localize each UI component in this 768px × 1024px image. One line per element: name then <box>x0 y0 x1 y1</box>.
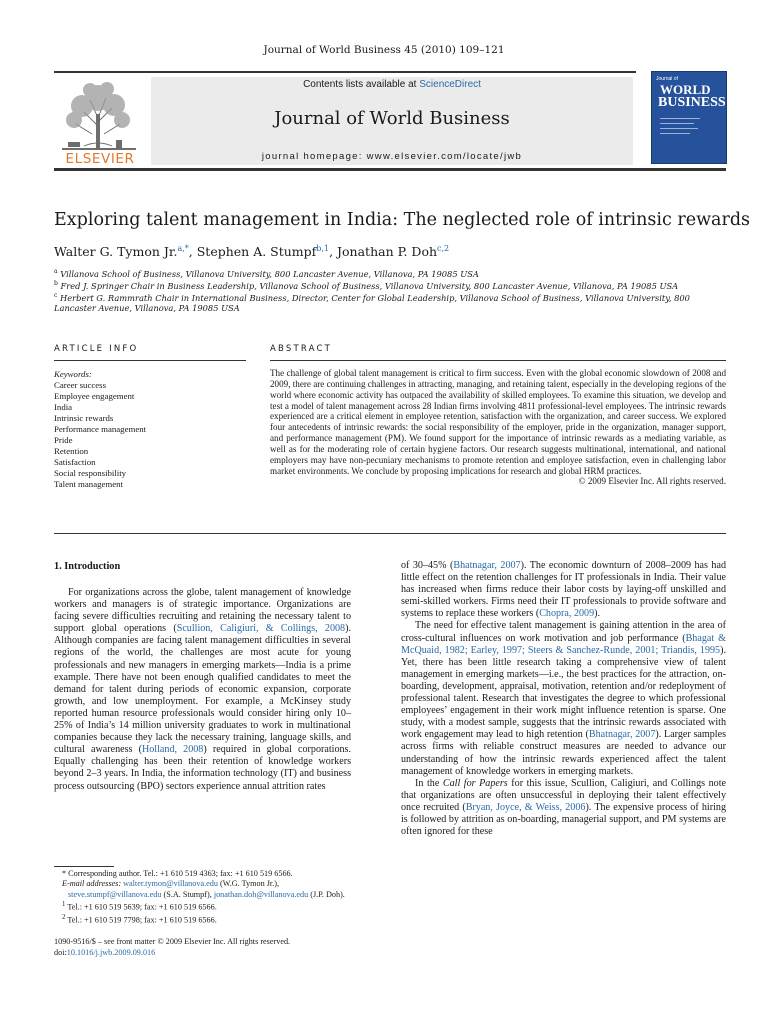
article-info-heading: ARTICLE INFO <box>54 344 139 354</box>
email-link[interactable]: jonathan.doh@villanova.edu <box>213 889 309 899</box>
author-affiliation-marker[interactable]: b,1 <box>316 244 330 253</box>
article-info-rule <box>54 360 246 361</box>
affiliation: $^b$ Fred J. Springer Chair in Business Leadership, Villanova School of Business, Villanova University, 800 Lancaster Avenue, Villanova, PA 19085 USA <box>54 280 679 291</box>
abstract-text: The challenge of global talent management is critical to firm success. Even with the global economic slowdown of 2008 and 2009, there are continuing challenges in attracting, managing, and retaining talent, especially in the developing regions of the world where economic activity has outpaced the availability of skilled employees. To examine this situation, we develop and test a model of talent management across 28 Indian firms involving 4811 professional-level employees. The intrinsic rewards experienced are a critical element in employee retention, satisfaction with the organization, and career success. We explored four antecedents of intrinsic rewards: the social responsibility of the employer, pride in the organization, manager support, and performance management (PM). We found support for the importance of intrinsic rewards as a mediating variable, as well as for the moderating role of certain hygiene factors. Our research suggests multinational, international, and national employers may have non-pecuniary mechanisms to promote retention and employee satisfaction, even in challenging labor market environments. We conclude by proposing implications for research and global HRM practices. <box>270 368 726 476</box>
abstract-copyright: © 2009 Elsevier Inc. All rights reserved. <box>578 476 726 487</box>
keyword: Employee engagement <box>54 391 135 401</box>
keywords-label: Keywords: <box>54 369 92 379</box>
journal-homepage[interactable]: journal homepage: www.elsevier.com/locate/jwb <box>261 151 523 162</box>
paragraph: The need for effective talent management is gaining attention in the area of cross-cultural influences on work motivation and job performance (Bhagat & McQuaid, 1982; Earley, 1997; Steers & Sanchez-Runde, 2001; Triandis, 1995). Yet, there has been little research taking a comprehensive view of talent management in emerging markets—i.e., the best practices for the attraction, on-boarding, development, appraisal, motivation, retention and/or redeployment of professional talent. Research that investigates the degree to which professional employees’ engagement in their work might influence retention is sparse. One study, with a modest sample, suggests that the intrinsic rewards associated with work engagement may lead to high retention (Bhatnagar, 2007). Larger samples across firms with reliable construct measures are needed to advance our understanding of how the intrinsic rewards experienced affect the talent management of knowledge workers in emerging markets. <box>401 620 726 777</box>
sciencedirect-link[interactable]: ScienceDirect <box>419 79 481 90</box>
elsevier-wordmark: ELSEVIER <box>65 151 135 167</box>
keyword-list <box>54 369 146 490</box>
keyword: India <box>54 402 73 412</box>
author-affiliation-marker[interactable]: a,* <box>177 244 189 253</box>
author-name: Stephen A. Stumpf <box>196 244 317 260</box>
issn-block <box>54 937 374 958</box>
abstract-heading: ABSTRACT <box>270 344 333 354</box>
cover-text-line <box>660 123 694 124</box>
paragraph: In the Call for Papers for this issue, Scullion, Caligiuri, and Collings note that organizations are often unsuccessful in deploying their talent effectively once recruited (Bryan, Joyce, & Weiss, 2006). The expensive process of hiring is followed by attrition as on-boarding, managerial support, and PM systems are often ignored for these <box>401 777 727 838</box>
masthead-top-rule <box>54 71 636 73</box>
keyword: Career success <box>54 380 107 390</box>
cover-text-line <box>660 128 698 129</box>
keyword: Pride <box>54 435 73 445</box>
abstract-top-rule <box>270 360 726 361</box>
abstract-body <box>270 368 726 487</box>
abstract-bottom-rule <box>54 533 726 534</box>
paragraph: For organizations across the globe, talent management of knowledge workers and managers is of strategic importance. Organizations are facing severe difficulties recruiting and retaining the necessary talent to support global operations (Scullion, Caligiuri, & Collings, 2008). Although companies are facing talent management difficulties in several regions of the world, the challenges are most acute for young professionals and new managers in emerging markets—India is a prime example. There have not been enough qualified candidates to meet the demand for talent during periods of economic expansion, corporate growth, and low unemployment. For example, a McKinsey study reported human resource professionals would consider hiring only 10–25% of India’s 14 million university graduates to work in multinational companies because they lack the necessary training, language skills, and cultural awareness (Holland, 2008) required in global corporations. Equally challenging has been their retention of knowledge workers beyond 2–3 years. In India, the information technology (IT) and business process outsourcing (BPO) sectors experience annual attrition rates <box>54 587 351 792</box>
article-title: Exploring talent management in India: The neglected role of intrinsic rewards <box>54 210 751 230</box>
author-list: Walter G. Tymon Jr.$^{a,*}$, Stephen A. Stumpf$^{b,1}$, Jonathan P. Doh$^{c,2}$ <box>54 244 450 260</box>
contents-available-line <box>151 79 633 90</box>
section-heading: 1. Introduction <box>54 561 121 572</box>
keyword: Performance management <box>54 424 147 434</box>
keyword: Satisfaction <box>54 457 96 467</box>
author-affiliation-marker[interactable]: c,2 <box>437 244 450 253</box>
running-head: Journal of World Business 45 (2010) 109–121 <box>263 44 505 56</box>
citation-link[interactable]: Chopra, 2009 <box>539 608 595 620</box>
affiliation: $^a$ Villanova School of Business, Villanova University, 800 Lancaster Avenue, Villanova, PA 19085 USA <box>54 268 479 279</box>
journal-cover-thumbnail <box>651 71 727 164</box>
contents-prefix: Contents lists available at <box>303 79 420 90</box>
affiliation: $^c$ Herbert G. Rammrath Chair in International Business, Director, Center for Global Leadership, Villanova School of Business, Villanova University, 800 Lancaster Avenue, Villanova, PA 19085 USA <box>54 292 690 314</box>
footnote-emails: E-mail addresses: walter.tymon@villanova.edu (W.G. Tymon Jr.), steve.stumpf@villanova.edu (S.A. Stumpf), jonathan.doh@villanova.edu (J.P. Doh). <box>62 879 345 899</box>
body-left-column <box>54 587 351 793</box>
cover-title-business: BUSINESS <box>658 95 726 110</box>
footnotes <box>54 869 354 927</box>
keyword: Social responsibility <box>54 468 127 478</box>
paragraph: of 30–45% (Bhatnagar, 2007). The economic downturn of 2008–2009 has had little effect on the retention challenges for IT professionals in India. Their value has increased when firms reduce their labor costs by laying-off unskilled and semi-skilled workers. Firms need their IT professionals to provide software and systems to replace these workers (Chopra, 2009). <box>401 560 726 620</box>
doi-link[interactable]: 10.1016/j.jwb.2009.09.016 <box>66 947 156 957</box>
footnote-2: $^2$ Tel.: +1 610 519 7798; fax: +1 610 519 6566. <box>62 914 217 926</box>
cover-label: Journal of <box>656 76 678 82</box>
footnote-corresponding: * Corresponding author. Tel.: +1 610 519 4363; fax: +1 610 519 6566. <box>62 869 293 878</box>
masthead-bottom-rule <box>54 168 726 171</box>
citation-link[interactable]: Bryan, Joyce, & Weiss, 2006 <box>465 801 586 813</box>
keyword: Talent management <box>54 479 123 489</box>
citation-link[interactable]: Holland, 2008 <box>141 744 204 756</box>
doi-line: doi:10.1016/j.jwb.2009.09.016 <box>54 947 156 957</box>
citation-link[interactable]: Bhagat & McQuaid, 1982; Earley, 1997; Steers & Sanchez-Runde, 2001; Triandis, 1995 <box>401 632 726 656</box>
issn-line: 1090-9516/$ – see front matter © 2009 Elsevier Inc. All rights reserved. <box>54 937 291 946</box>
cover-text-line <box>660 133 690 134</box>
cover-text-line <box>660 118 700 119</box>
footnote-rule <box>54 866 114 867</box>
citation-link[interactable]: Bhatnagar, 2007 <box>453 560 521 571</box>
author-name: Walter G. Tymon Jr. <box>54 244 178 260</box>
citation-link[interactable]: Scullion, Caligiuri, & Collings, 2008 <box>176 623 346 635</box>
keyword: Retention <box>54 446 89 456</box>
body-right-column <box>401 560 726 838</box>
journal-title: Journal of World Business <box>274 108 510 129</box>
email-link[interactable]: walter.tymon@villanova.edu <box>123 879 218 889</box>
citation-link[interactable]: Bhatnagar, 2007 <box>588 729 656 741</box>
author-name: Jonathan P. Doh <box>337 244 438 260</box>
email-link[interactable]: steve.stumpf@villanova.edu <box>68 889 162 899</box>
keyword: Intrinsic rewards <box>54 413 114 423</box>
footnote-1: $^1$ Tel.: +1 610 519 5639; fax: +1 610 519 6566. <box>62 901 217 912</box>
cover-title-world: WORLD <box>660 82 711 97</box>
